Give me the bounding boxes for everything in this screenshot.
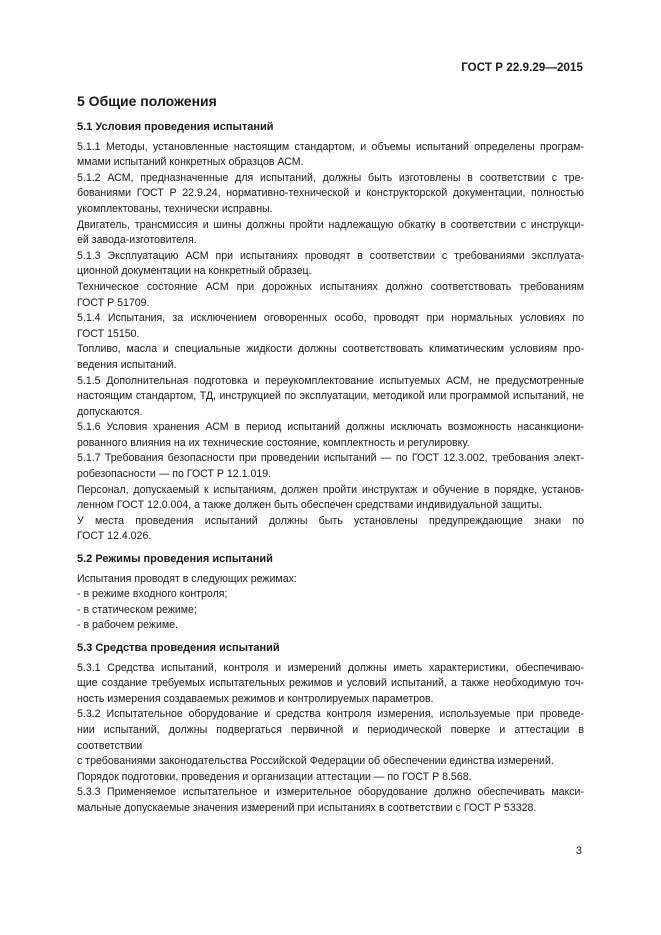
text-line: рованного влияния на их технические состояние, комплектность и регулировку.	[77, 436, 470, 449]
text-line: ей завода-изготовителя.	[77, 234, 197, 247]
text-line: ность измерения создаваемых режимов и контролируемых параметров.	[77, 692, 434, 705]
section-title: 5 Общие положения	[77, 93, 217, 109]
text-line: ммами испытаний конкретных образцов АСМ.	[77, 156, 304, 169]
text-line: Топливо, масла и специальные жидкости должны соответствовать климатическим условиям про-	[77, 343, 584, 356]
subsection-title-5-2: 5.2 Режимы проведения испытаний	[77, 553, 273, 566]
paragraph	[77, 374, 584, 421]
paragraph	[77, 342, 584, 373]
text-line: 5.3.3 Применяемое испытательное и измерительное оборудование должно обеспечивать макси-	[77, 786, 584, 799]
text-line: 5.3.2 Испытательное оборудование и средства контроля измерения, используемые при проведе-	[77, 708, 584, 721]
text-line: настоящим стандартом, ТД, инструкцией по эксплуатации, методикой или программой испытаний, не	[77, 390, 584, 403]
text-line: Порядок подготовки, проведения и организации аттестации — по ГОСТ Р 8.568.	[77, 770, 472, 783]
text-line: щие создание требуемых испытательных режимов и условий испытаний, а также необходимую точ-	[77, 677, 584, 690]
subsection-body-5-1	[77, 140, 584, 545]
paragraph	[77, 661, 584, 708]
list-item: - в режиме входного контроля;	[77, 588, 228, 601]
text-line: 5.1.7 Требования безопасности при проведении испытаний — по ГОСТ 12.3.002, требования элект-	[77, 452, 584, 465]
text-line: 5.1.2 АСМ, предназначенные для испытаний, должны быть изготовлены в соответствии с тре-	[77, 171, 584, 184]
document-code: ГОСТ Р 22.9.29—2015	[461, 62, 583, 74]
text-line: бованиями ГОСТ Р 22.9.24, нормативно-технической и конструкторской документации, полностью	[77, 187, 584, 200]
modes-intro: Испытания проводят в следующих режимах:	[77, 572, 297, 585]
text-line: ГОСТ 12.4.026.	[77, 530, 152, 543]
paragraph	[77, 218, 584, 249]
text-line: ГОСТ 15150.	[77, 327, 140, 340]
text-line: Двигатель, трансмиссия и шины должны пройти надлежащую обкатку в соответствии с инструкци-	[77, 218, 584, 231]
text-line: ционной документации на конкретный образец.	[77, 265, 312, 278]
text-line: ГОСТ Р 51709.	[77, 296, 150, 309]
text-line: Персонал, допускаемый к испытаниям, должен пройти инструктаж и обучение в порядке, установ-	[77, 483, 584, 496]
paragraph	[77, 420, 584, 451]
text-line: 5.1.1 Методы, установленные настоящим стандартом, и объемы испытаний определены програм-	[77, 140, 584, 153]
subsection-body-5-3	[77, 661, 584, 817]
paragraph	[77, 280, 584, 311]
text-line: ведения испытаний.	[77, 358, 177, 371]
text-line: нии испытаний, должны подвергаться первичной и периодической поверке и аттестации в соответствии	[77, 723, 584, 752]
list-item: - в статическом режиме;	[77, 603, 197, 616]
paragraph	[77, 707, 584, 769]
paragraph	[77, 249, 584, 280]
text-line: робезопасности — по ГОСТ Р 12.1.019.	[77, 468, 272, 481]
paragraph	[77, 514, 584, 545]
text-line: укомплектованы, технически исправны.	[77, 202, 273, 215]
page-number: 3	[575, 845, 582, 857]
subsection-title-5-3: 5.3 Средства проведения испытаний	[77, 642, 280, 654]
text-line: 5.1.6 Условия хранения АСМ в период испытаний должны исключать возможность насанкциони-	[77, 421, 584, 434]
text-line: У места проведения испытаний должны быть установлены предупреждающие знаки по	[77, 514, 584, 527]
paragraph	[77, 451, 584, 482]
text-line: допускаются.	[77, 405, 143, 418]
text-line: мальные допускаемые значения измерений при испытаниях в соответствии с ГОСТ Р 53328.	[77, 801, 537, 814]
paragraph	[77, 483, 584, 514]
paragraph	[77, 171, 584, 218]
text-line: ленном ГОСТ 12.0.004, а также должен быть обеспечен средствами индивидуальной защиты.	[77, 499, 542, 512]
text-line: 5.1.3 Эксплуатацию АСМ при испытаниях проводят в соответствии с требованиями эксплуата-	[77, 249, 584, 262]
paragraph	[77, 785, 584, 816]
text-line: 5.1.4 Испытания, за исключением оговоренных особо, проводят при нормальных условиях по	[77, 312, 584, 325]
list-item: - в рабочем режиме.	[77, 619, 178, 632]
paragraph	[77, 311, 584, 342]
text-line: Техническое состояние АСМ при дорожных испытаниях должно соответствовать требованиям	[77, 280, 584, 293]
subsection-body-5-2	[77, 572, 584, 634]
paragraph	[77, 140, 584, 171]
paragraph	[77, 770, 584, 786]
modes-list	[77, 587, 584, 634]
text-line: 5.1.5 Дополнительная подготовка и переукомплектование испытуемых АСМ, не предусмотренные	[77, 374, 584, 387]
text-line: с требованиями законодательства Российской Федерации об обеспечении единства измерений.	[77, 755, 554, 768]
document-body	[77, 92, 584, 817]
subsection-title-5-1: 5.1 Условия проведения испытаний	[77, 121, 274, 133]
text-line: 5.3.1 Средства испытаний, контроля и измерений должны иметь характеристики, обеспечиваю-	[77, 661, 584, 674]
